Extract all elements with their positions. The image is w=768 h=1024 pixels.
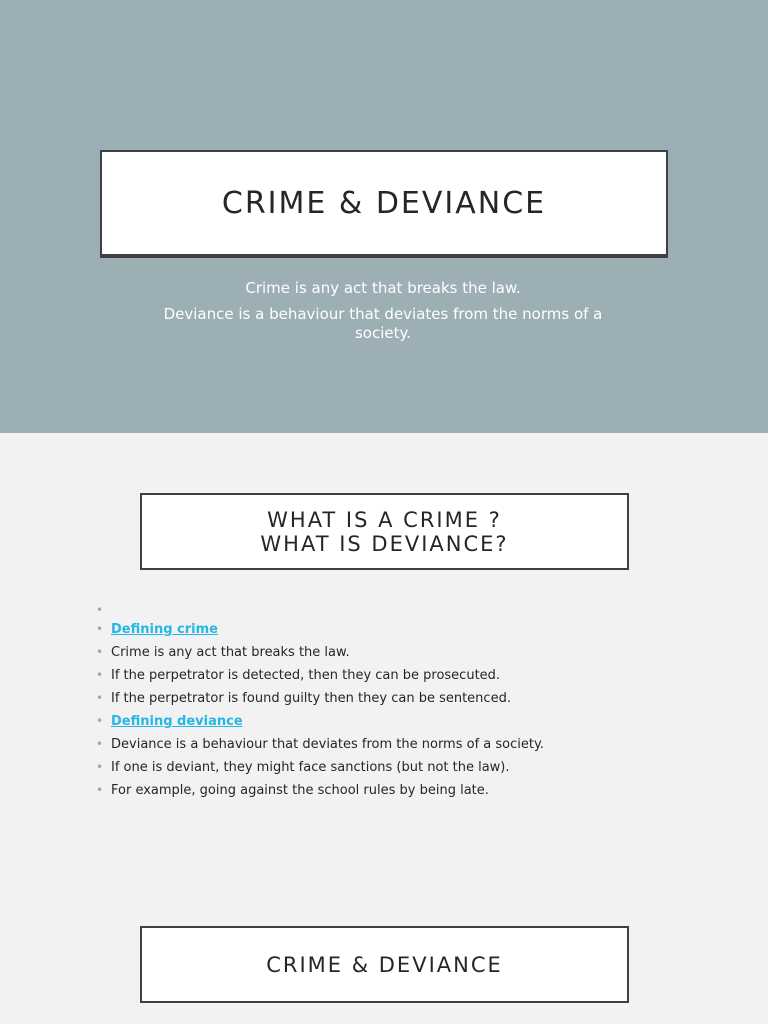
list-item-text: For example, going against the school rules by being late. xyxy=(111,783,489,798)
list-item-text: Crime is any act that breaks the law. xyxy=(111,645,350,660)
section-title-box xyxy=(140,493,629,570)
section-title-line2: WHAT IS DEVIANCE? xyxy=(260,531,509,556)
subtitle-deviance: Deviance is a behaviour that deviates from the norms of a society. xyxy=(163,305,603,342)
next-slide-title-box xyxy=(140,926,629,1003)
list-item[interactable] xyxy=(96,710,696,733)
next-slide-title: CRIME & DEVIANCE xyxy=(266,952,503,977)
bullet-dot-icon: • xyxy=(96,603,104,617)
defining-deviance-link[interactable]: Defining deviance xyxy=(111,714,243,729)
title-box xyxy=(100,150,668,256)
list-item[interactable] xyxy=(96,618,696,641)
slide-title: CRIME & DEVIANCE xyxy=(221,185,547,221)
bullet-dot-icon: • xyxy=(96,691,104,705)
bullet-dot-icon: • xyxy=(96,622,104,636)
list-item xyxy=(96,779,696,802)
bullet-dot-icon: • xyxy=(96,783,104,797)
list-item xyxy=(96,687,696,710)
subtitle-crime: Crime is any act that breaks the law. xyxy=(245,279,521,297)
list-item-empty xyxy=(96,602,696,618)
list-item-text: If the perpetrator is found guilty then they can be sentenced. xyxy=(111,691,511,706)
list-item xyxy=(96,756,696,779)
list-item xyxy=(96,664,696,687)
bullet-list xyxy=(96,602,696,802)
list-item xyxy=(96,733,696,756)
bullet-dot-icon: • xyxy=(96,737,104,751)
bullet-dot-icon: • xyxy=(96,760,104,774)
bullet-dot-icon: • xyxy=(96,668,104,682)
list-item-text: If the perpetrator is detected, then they can be prosecuted. xyxy=(111,668,501,683)
defining-crime-link[interactable]: Defining crime xyxy=(111,622,218,637)
bullet-dot-icon: • xyxy=(96,714,104,728)
section-title-line1: WHAT IS A CRIME ? xyxy=(267,507,502,532)
title-slide xyxy=(0,0,768,433)
list-item xyxy=(96,641,696,664)
list-item-text: If one is deviant, they might face sanctions (but not the law). xyxy=(111,760,510,775)
list-item-text: Deviance is a behaviour that deviates from the norms of a society. xyxy=(111,737,544,752)
bullet-dot-icon: • xyxy=(96,645,104,659)
